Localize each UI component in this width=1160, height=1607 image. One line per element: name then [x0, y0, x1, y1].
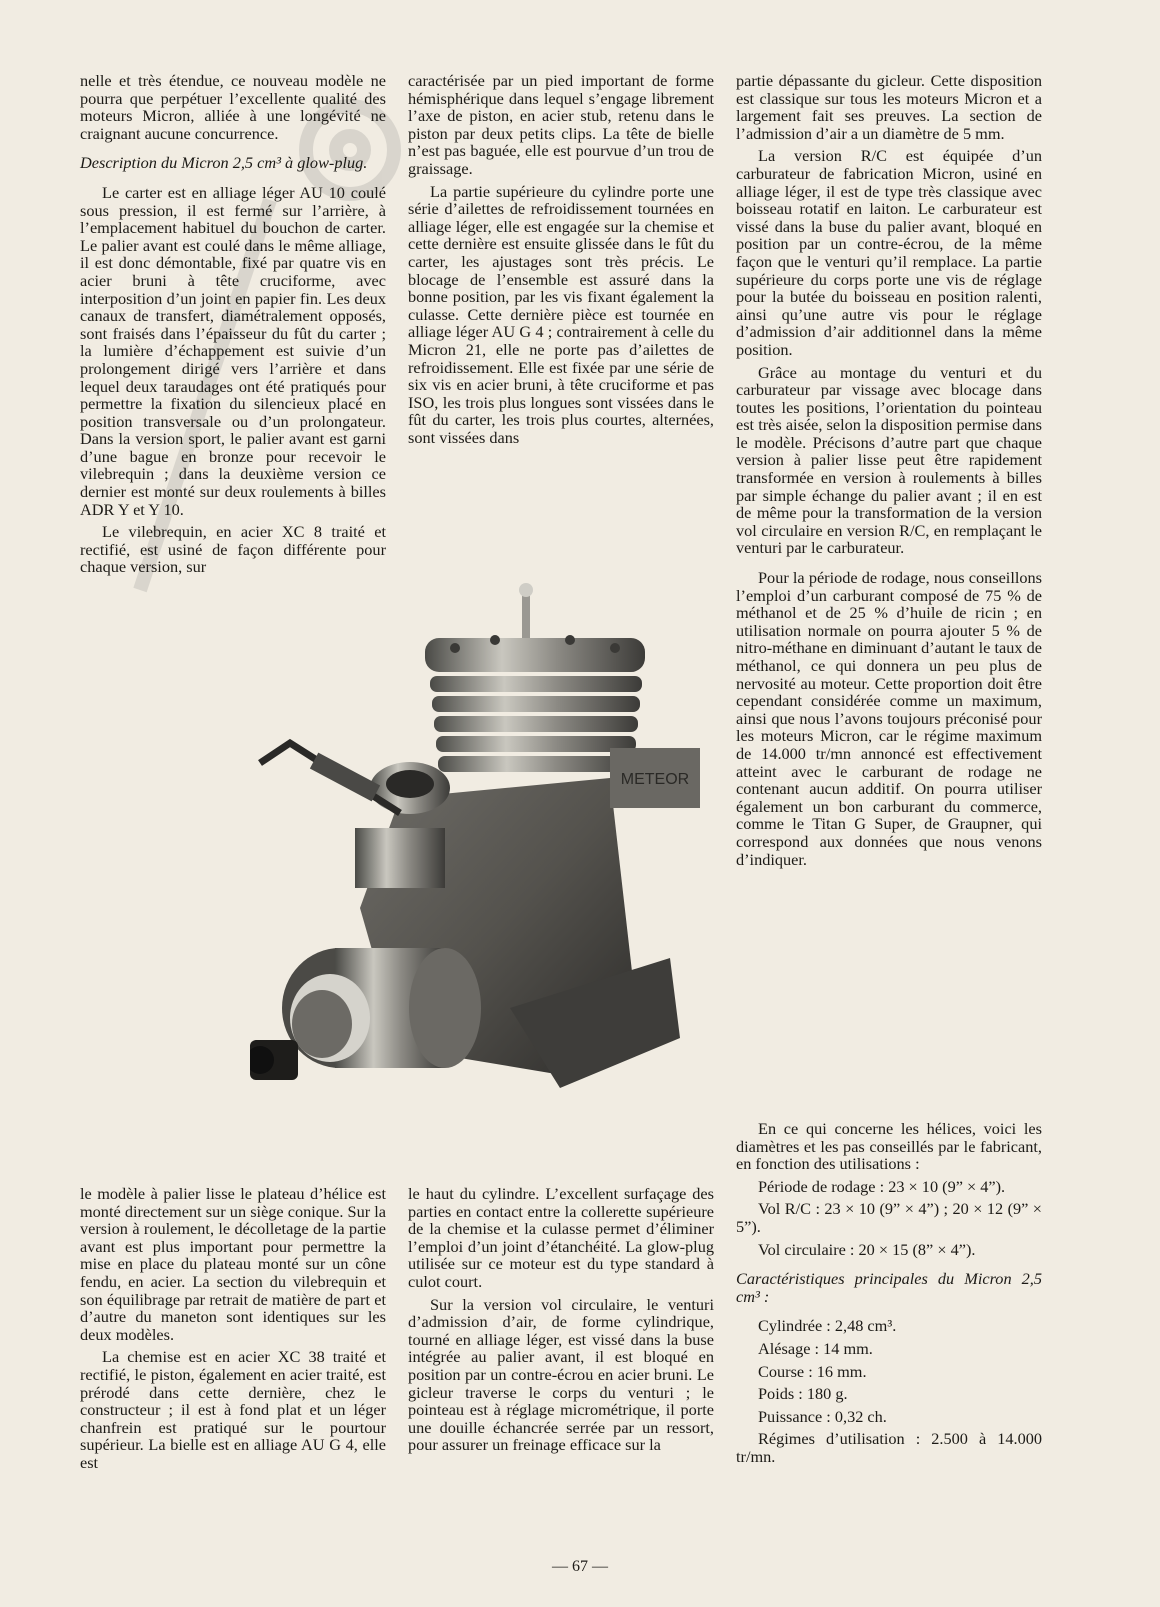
column-3	[736, 72, 1042, 873]
paragraph: La version R/C est équipée d’un carburateur de fabrication Micron, usiné en alliage léger, il est de type très classique avec boisseau rotatif en laiton. Le carburateur est vissé dans la buse du palier avant, bloqué en position par un contre-écrou, de la même façon que le venturi qu’il remplace. La partie supérieure du corps porte une vis de réglage pour la butée du boisseau en position ralenti, ainsi qu’une autre vis pour le réglage d’admission d’air additionnel dans la même position.	[736, 146, 1042, 359]
column-6	[736, 1120, 1042, 1471]
spec-line: Puissance : 0,32 ch.	[758, 1406, 887, 1426]
page-number: — 67 —	[552, 1558, 608, 1575]
paragraph: le haut du cylindre. L’excellent surfaçage des parties en contact entre la collerette supérieure de la chemise et la culasse permet d’éliminer l’emploi d’un joint d’étanchéité. La glow-plug utilisée sur ce moteur est du type standard à culot court.	[408, 1184, 714, 1291]
section-heading: Description du Micron 2,5 cm³ à glow-plug.	[80, 153, 368, 173]
paragraph: le modèle à palier lisse le plateau d’hélice est monté directement sur un siège conique. Sur la version à roulement, le décolletage de la partie avant est plus important pour permettre la mise en place du plateau monté sur un cône fendu, en acier. La section du vilebrequin et son équilibrage par retrait de matière de part et d’autre du maneton sont identiques sur les deux modèles.	[80, 1184, 386, 1344]
column-4	[80, 1185, 386, 1477]
paragraph: Sur la version vol circulaire, le venturi d’admission d’air, de forme cylindrique, tourné en alliage léger, est vissé dans la buse intégrée au palier avant, il est bloqué en position par un contre-écrou en acier bruni. Le gicleur traverse le corps du venturi ; le pointeau est à réglage micrométrique, il porte une douille échancrée serrée par un ressort, pour assurer un freinage efficace sur la	[408, 1294, 714, 1455]
paragraph: Le vilebrequin, en acier XC 8 traité et rectifié, est usiné de façon différente pour chaque version, sur	[80, 522, 386, 577]
paragraph: nelle et très étendue, ce nouveau modèle ne pourra que perpétuer l’excellente qualité des moteurs Micron, alliée à une longévité ne craignant aucune concurrence.	[80, 71, 386, 143]
spec-line: Cylindrée : 2,48 cm³.	[758, 1316, 897, 1336]
spec-line: Régimes d’utilisation : 2.500 à 14.000 tr/mn.	[736, 1429, 1042, 1466]
paragraph: Le carter est en alliage léger AU 10 coulé sous pression, il est fermé sur l’arrière, à l’emplacement habituel du bouchon de carter. Le palier avant est coulé dans le même alliage, il est donc démontable, fixé par quatre vis en acier bruni à tête cruciforme, avec interposition d’un joint en papier fin. Les deux canaux de transfert, diamétralement opposés, sont fraisés dans l’épaisseur du fût du carter ; la lumière d’échappement est suivie d’un prolongement dirigé vers l’arrière et dans lequel deux taraudages ont été pratiqués pour permettre la fixation du silencieux placé en position transversale ou d’un prolongateur. Dans la version sport, le palier avant est garni d’une bague en bronze pour recevoir le vilebrequin ; dans la deuxième version ce dernier est monté sur deux roulements à billes ADR Y et Y 10.	[80, 182, 386, 519]
engine-photo	[250, 578, 730, 1158]
engraving-text: METEOR	[620, 771, 690, 788]
spec-line: Alésage : 14 mm.	[758, 1338, 873, 1358]
paragraph: Période de rodage : 23 × 10 (9” × 4”).	[758, 1176, 1006, 1196]
spec-line: Poids : 180 g.	[758, 1384, 848, 1404]
paragraph: En ce qui concerne les hélices, voici les diamètres et les pas conseillés par le fabricant, en fonction des utilisations :	[736, 1119, 1042, 1174]
column-1	[80, 72, 386, 581]
paragraph: Vol R/C : 23 × 10 (9” × 4”) ; 20 × 12 (9” × 5”).	[736, 1199, 1042, 1236]
spec-line: Course : 16 mm.	[758, 1361, 867, 1381]
paragraph: Vol circulaire : 20 × 15 (8” × 4”).	[758, 1239, 976, 1259]
section-heading: Caractéristiques principales du Micron 2,5 cm³ :	[736, 1269, 1042, 1306]
column-5	[408, 1185, 714, 1459]
paragraph: Grâce au montage du venturi et du carburateur par vissage avec blocage dans toutes les positions, l’orientation du pointeau est très aisée, selon la disposition permise dans le modèle. Précisons d’autre part que chaque version à palier lisse peut être rapidement transformée en version à roulements à billes par simple échange du palier avant ; il en est de même pour la transformation de la version vol circulaire en version R/C, en remplaçant le venturi par le carburateur.	[736, 362, 1042, 558]
paragraph: caractérisée par un pied important de forme hémisphérique dans lequel s’engage librement l’axe de piston, en acier stub, retenu dans le piston par deux petits clips. La tête de bielle n’est pas baguée, elle est pourvue d’un trou de graissage.	[408, 71, 714, 178]
paragraph: partie dépassante du gicleur. Cette disposition est classique sur tous les moteurs Micron et a largement fait ses preuves. La section de l’admission d’air a un diamètre de 5 mm.	[736, 71, 1042, 143]
column-2	[408, 72, 714, 451]
paragraph: Pour la période de rodage, nous conseillons l’emploi d’un carburant composé de 75 % de méthanol et de 25 % d’huile de ricin ; en utilisation normale on pourra ajouter 5 % de nitro-méthane en diminuant d’autant le taux de méthanol, ce qui donnera un peu plus de nervosité au moteur. Cette proportion doit être cependant considérée comme un maximum, ainsi que nous l’avons toujours préconisé pour les moteurs Micron, car le régime maximum de 14.000 tr/mn annoncé est effectivement atteint avec le carburant de rodage ne contenant aucun additif. On pourra utiliser également un bon carburant du commerce, comme le Titan G Super, de Graupner, qui correspond aux données que nous venons d’indiquer.	[736, 568, 1042, 869]
paragraph: La chemise est en acier XC 38 traité et rectifié, le piston, également en acier traité, est prérodé dans cette dernière, chez le constructeur ; il est à fond plat et un léger chanfrein est pratiqué sur le pourtour supérieur. La bielle est en alliage AU G 4, elle est	[80, 1347, 386, 1472]
paragraph: La partie supérieure du cylindre porte une série d’ailettes de refroidissement tournées en alliage léger, elle est engagée sur la chemise et cette dernière est ensuite glissée dans le fût du carter, les ajustages sont très précis. Le blocage de l’ensemble est assuré dans la bonne position, par les vis fixant également la culasse. Cette dernière pièce est tournée en alliage léger AU G 4 ; contrairement à celle du Micron 21, elle ne porte pas d’ailettes de refroidissement. Elle est fixée par une série de six vis en acier bruni, à tête cruciforme et pas ISO, les trois plus longues sont vissées dans le fût du carter, les trois plus courtes, alternées, sont vissées dans	[408, 181, 714, 447]
